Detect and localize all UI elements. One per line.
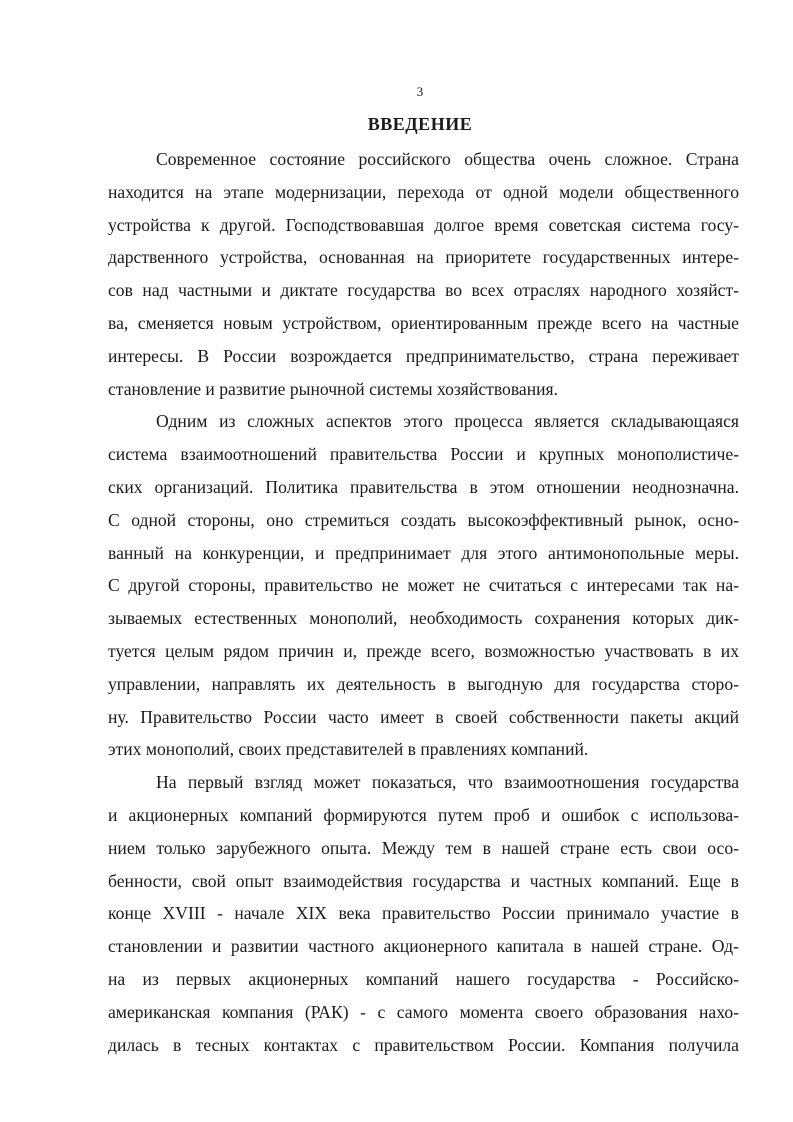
text-line: устройства к другой. Господствовавшая долгое время советская система госу- bbox=[108, 214, 739, 235]
text-line: этих монополий, своих представителей в правлениях компаний. bbox=[108, 739, 589, 760]
text-line: ванный на конкуренции, и предпринимает для этого антимонопольные меры. bbox=[108, 542, 739, 563]
text-line: американская компания (РАК) - с самого момента своего образования нахо- bbox=[108, 1001, 739, 1022]
paragraph-2 bbox=[108, 405, 739, 766]
text-line: становление и развитие рыночной системы хозяйствования. bbox=[108, 378, 559, 399]
text-line: и акционерных компаний формируются путем проб и ошибок с использова- bbox=[108, 804, 739, 825]
paragraph-1 bbox=[108, 143, 739, 405]
text-line: на из первых акционерных компаний нашего государства - Российско- bbox=[108, 968, 739, 989]
text-line: находится на этапе модернизации, перехода от одной модели общественного bbox=[108, 181, 739, 202]
text-line: Одним из сложных аспектов этого процесса является складывающаяся bbox=[156, 411, 739, 432]
document-body bbox=[108, 143, 739, 1061]
text-line: конце XVIII - начале XIX века правительство России принимало участие в bbox=[108, 903, 739, 924]
text-line: На первый взгляд может показаться, что взаимоотношения государства bbox=[156, 772, 739, 793]
text-line: система взаимоотношений правительства России и крупных монополистиче- bbox=[108, 444, 739, 465]
text-line: С другой стороны, правительство не может не считаться с интересами так на- bbox=[108, 575, 739, 596]
text-line: интересы. В России возрождается предпринимательство, страна переживает bbox=[108, 345, 739, 366]
text-line: ва, сменяется новым устройством, ориентированным прежде всего на частные bbox=[108, 312, 739, 333]
text-line: ских организаций. Политика правительства в этом отношении неоднозначна. bbox=[108, 476, 739, 497]
text-line: нием только зарубежного опыта. Между тем в нашей стране есть свои осо- bbox=[108, 837, 739, 858]
page-number: 3 bbox=[416, 84, 424, 99]
text-line: ну. Правительство России часто имеет в своей собственности пакеты акций bbox=[108, 706, 739, 727]
paragraph-3 bbox=[108, 766, 739, 1061]
text-line: туется целым рядом причин и, прежде всего, возможностью участвовать в их bbox=[108, 640, 739, 661]
text-line: С одной стороны, оно стремиться создать высокоэффективный рынок, осно- bbox=[108, 509, 739, 530]
text-line: Современное состояние российского общества очень сложное. Страна bbox=[156, 149, 739, 169]
text-line: дилась в тесных контактах с правительством России. Компания получила bbox=[108, 1034, 739, 1055]
text-line: зываемых естественных монополий, необходимость сохранения которых дик- bbox=[108, 608, 739, 629]
text-line: управлении, направлять их деятельность в выгодную для государства сторо- bbox=[108, 673, 739, 694]
page-title: ВВЕДЕНИЕ bbox=[367, 114, 473, 134]
text-line: сов над частными и диктате государства во всех отраслях народного хозяйст- bbox=[108, 280, 739, 301]
text-line: бенности, свой опыт взаимодействия государства и частных компаний. Еще в bbox=[108, 870, 739, 891]
text-line: становлении и развитии частного акционерного капитала в нашей стране. Од- bbox=[108, 936, 739, 957]
text-line: дарственного устройства, основанная на приоритете государственных интере- bbox=[108, 247, 739, 268]
